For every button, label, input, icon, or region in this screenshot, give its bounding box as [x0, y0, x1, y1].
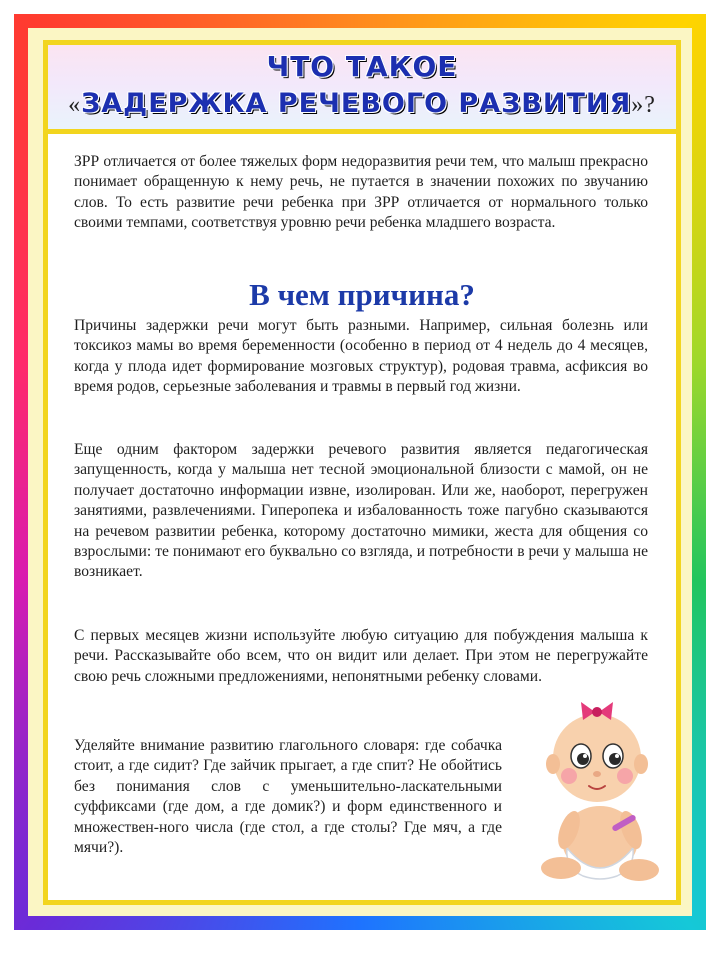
title-quote-close: »? — [631, 92, 656, 118]
paragraph-causes: Причины задержки речи могут быть разными. Например, сильная болезнь или токсикоз мамы во время беременности (особенно в период от 4 недель до 4 месяцев, когда у плода идет формирование мозговых структур), родовая травма, асфиксия во время родов, серьезные заболевания и травмы в первый год жизни. — [74, 317, 648, 396]
paragraph-advice: С первых месяцев жизни используйте любую ситуацию для побуждения малыша к речи. Рассказывайте обо всем, что он видит или делает. При этом не перегружайте свою речь сложными предложениями, непонятными ребенку словами. — [74, 627, 648, 685]
title-main: ЗАДЕРЖКА РЕЧЕВОГО РАЗВИТИЯ — [81, 88, 632, 119]
section-subtitle: В чем причина? — [249, 277, 475, 312]
title-quote-open: « — [68, 92, 82, 118]
intro-paragraph: ЗРР отличается от более тяжелых форм недоразвития речи тем, что малыш прекрасно понимает обращенную к нему речь, не путается в значении похожих по звучанию слов. То есть развитие речи ребенка при ЗРР отличается от нормального только своими темпами, соответствуя уровню речи ребенка младшего возраста. — [74, 153, 648, 232]
paragraph-neglect: Еще одним фактором задержки речевого развития является педагогическая запущенность, когда у малыша нет тесной эмоциональной близости с мамой, он не получает достаточно информации извне, изолирован. Или же, наоборот, перегружен занятиями, развлечениями. Гиперопека и избалованность тоже пагубно сказываются на речевом развитии ребенка, которому достаточно мимики, жеста для общения со взрослыми: те понимают его буквально со взгляда, и потребности в речи у малыша не возникает. — [74, 441, 648, 581]
baby-with-bow-icon — [525, 690, 675, 890]
title-line-2 — [48, 88, 676, 119]
title-line-1: ЧТО ТАКОЕ — [266, 50, 458, 83]
header-divider — [48, 129, 676, 134]
paragraph-vocabulary: Уделяйте внимание развитию глагольного словаря: где собачка стоит, а где сидит? Где зайчик прыгает, а где спит? Не обойтись без понимания слов с уменьшительно-ласкательными суффиксами (где дом, а где домик?) и форм единственного и множествен-ного числа (где стол, а где столы? Где мяч, а где мячи?). — [74, 737, 502, 857]
